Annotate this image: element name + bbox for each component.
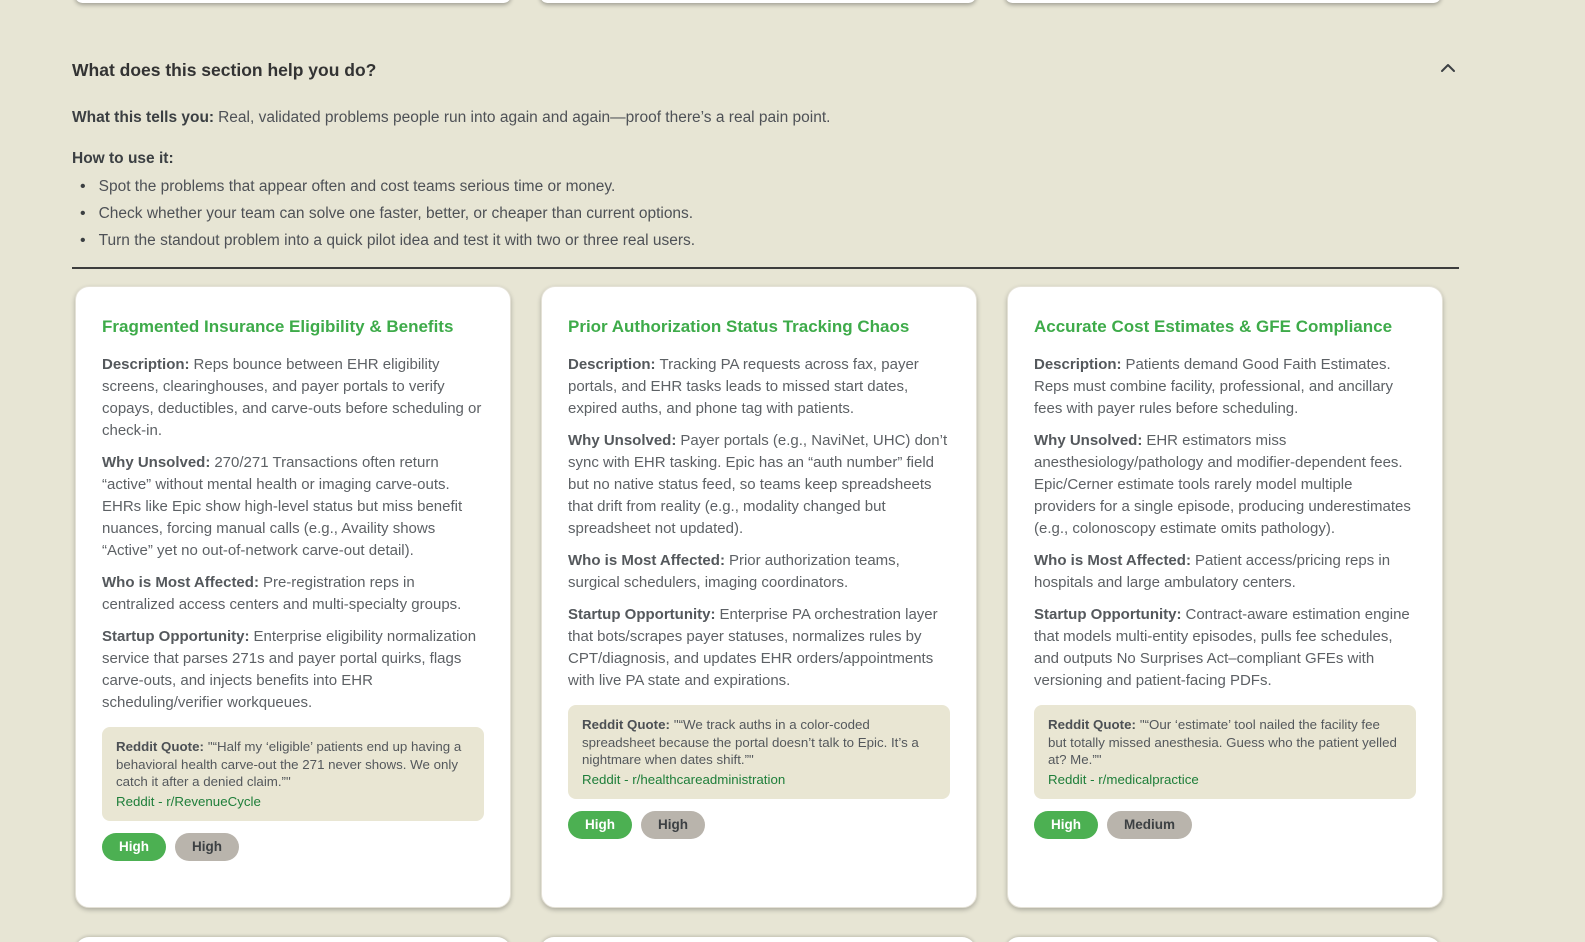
- card-title: Accurate Cost Estimates & GFE Compliance: [1034, 317, 1393, 336]
- reddit-quote-text: "“Our ‘estimate’ tool nailed the facility fee but totally missed anesthesia. Guess who the patient yelled at? Me.”": [1048, 717, 1397, 767]
- section-text: Enterprise eligibility normalization service that parses 271s and payer portal quirks, flags carve-outs, and injects benefits into EHR scheduling/verifier workqueues.: [102, 628, 477, 711]
- reddit-link[interactable]: Reddit - r/RevenueCycle: [116, 793, 261, 809]
- reddit-quote-paragraph: [116, 738, 470, 791]
- how-to-use-list: [72, 176, 1459, 252]
- section-text: Enterprise PA orchestration layer that bots/scrapes payer statuses, normalizes rules by CPT/diagnosis, and updates EHR orders/appointments with live PA state and expirations.: [568, 606, 938, 689]
- card-edge-below-1: [75, 937, 511, 942]
- bullet-text: • Turn the standout problem into a quick pilot idea and test it with two or three real users.: [98, 232, 696, 249]
- list-item: [72, 230, 1459, 252]
- bullet-text: • Check whether your team can solve one faster, better, or cheaper than current options.: [98, 205, 694, 222]
- tells-you-paragraph: [72, 107, 1459, 129]
- tells-you-label: What this tells you:: [72, 109, 215, 126]
- card-title: Fragmented Insurance Eligibility & Benefits: [102, 317, 454, 336]
- reddit-quote-box: [1034, 705, 1416, 799]
- bullet-text: • Spot the problems that appear often and cost teams serious time or money.: [98, 178, 616, 195]
- priority-badge-gray: High: [175, 833, 239, 861]
- section-label: Description:: [568, 356, 656, 373]
- reddit-link[interactable]: Reddit - r/healthcareadministration: [582, 771, 786, 787]
- reddit-quote-box: [102, 727, 484, 821]
- section-text: Payer portals (e.g., NaviNet, UHC) don’t sync with EHR tasking. Epic has an “auth number” field but no native status feed, so teams keep spreadsheets that drift from reality (e.g., modality changed but spreadsheet not updated).: [568, 432, 948, 537]
- section-text: EHR estimators miss anesthesiology/pathology and modifier-dependent fees. Epic/Cerner estimate tools rarely model multiple providers for a single episode, producing underestimates (e.g., colonoscopy estimate omits pathology).: [1034, 432, 1411, 537]
- most-affected-section: [1034, 550, 1416, 594]
- startup-opportunity-section: [102, 626, 484, 714]
- list-item: [72, 176, 1459, 198]
- section-label: Startup Opportunity:: [1034, 606, 1182, 623]
- pain-point-cards-row: [75, 286, 1443, 908]
- priority-badge-green: High: [1034, 811, 1098, 839]
- description-section: [1034, 354, 1416, 420]
- how-to-use-label: How to use it:: [72, 150, 174, 167]
- card-title: Prior Authorization Status Tracking Chaos: [568, 317, 910, 336]
- priority-badge-green: High: [568, 811, 632, 839]
- priority-badge-gray: Medium: [1107, 811, 1192, 839]
- section-label: Startup Opportunity:: [568, 606, 716, 623]
- section-text: 270/271 Transactions often return “active” without mental health or imaging carve-outs. EHRs like Epic show high-level status but miss benefit nuances, forcing manual calls (e.g., Availity shows “Active” yet no out-of-network carve-out detail).: [102, 454, 463, 559]
- section-title: What does this section help you do?: [72, 60, 377, 80]
- badge-row: [568, 811, 950, 839]
- how-to-use-label-paragraph: [72, 148, 1459, 170]
- section-text: Tracking PA requests across fax, payer portals, and EHR tasks leads to missed start dates, expired auths, and phone tag with patients.: [568, 356, 919, 417]
- reddit-quote-paragraph: [582, 716, 936, 769]
- section-text: Patient access/pricing reps in hospitals and large ambulatory centers.: [1034, 552, 1391, 591]
- reddit-quote-label: Reddit Quote:: [116, 739, 204, 754]
- reddit-quote-label: Reddit Quote:: [582, 717, 670, 732]
- section-label: Startup Opportunity:: [102, 628, 250, 645]
- section-label: Who is Most Affected:: [102, 574, 259, 591]
- reddit-quote-label: Reddit Quote:: [1048, 717, 1136, 732]
- pain-point-card-3: [1007, 286, 1443, 908]
- section-label: Why Unsolved:: [1034, 432, 1143, 449]
- why-unsolved-section: [568, 430, 950, 540]
- why-unsolved-section: [102, 452, 484, 562]
- reddit-quote-text: "“We track auths in a color-coded spreadsheet because the portal doesn’t talk to Epic. It’s a nightmare when dates shift.”": [582, 717, 919, 767]
- most-affected-section: [568, 550, 950, 594]
- list-item: [72, 203, 1459, 225]
- priority-badge-gray: High: [641, 811, 705, 839]
- reddit-quote-box: [568, 705, 950, 799]
- section-text: Pre-registration reps in centralized access centers and multi-specialty groups.: [102, 574, 462, 613]
- section-label: Why Unsolved:: [568, 432, 677, 449]
- section-label: Why Unsolved:: [102, 454, 211, 471]
- pain-point-card-2: [541, 286, 977, 908]
- section-label: Description:: [1034, 356, 1122, 373]
- section-text: Patients demand Good Faith Estimates. Reps must combine facility, professional, and ancillary fees with payer rules before scheduling.: [1034, 356, 1394, 417]
- section-label: Description:: [102, 356, 190, 373]
- section-label: Who is Most Affected:: [1034, 552, 1191, 569]
- startup-opportunity-section: [568, 604, 950, 692]
- reddit-quote-text: "“Half my ‘eligible’ patients end up having a behavioral health carve-out the 271 never shows. We only catch it after a denied claim.”": [116, 739, 462, 789]
- reddit-link[interactable]: Reddit - r/medicalpractice: [1048, 771, 1199, 787]
- section-text: Prior authorization teams, surgical schedulers, imaging coordinators.: [568, 552, 900, 591]
- tells-you-text: Real, validated problems people run into again and again—proof there’s a real pain point.: [218, 109, 831, 126]
- section-text: Contract-aware estimation engine that models multi-entity episodes, pulls fee schedules, and outputs No Surprises Act–compliant GFEs with versioning and patient-facing PDFs.: [1034, 606, 1410, 689]
- section-divider: [72, 267, 1459, 269]
- description-section: [568, 354, 950, 420]
- badge-row: [102, 833, 484, 861]
- reddit-quote-paragraph: [1048, 716, 1402, 769]
- badge-row: [1034, 811, 1416, 839]
- collapse-section-button[interactable]: [1437, 58, 1459, 78]
- section-label: Who is Most Affected:: [568, 552, 725, 569]
- startup-opportunity-section: [1034, 604, 1416, 692]
- priority-badge-green: High: [102, 833, 166, 861]
- chevron-up-icon: [1440, 61, 1456, 76]
- pain-point-card-1: [75, 286, 511, 908]
- why-unsolved-section: [1034, 430, 1416, 540]
- most-affected-section: [102, 572, 484, 616]
- description-section: [102, 354, 484, 442]
- card-edge-below-3: [1005, 937, 1441, 942]
- help-section: [72, 0, 1459, 269]
- card-edge-below-2: [540, 937, 976, 942]
- section-text: Reps bounce between EHR eligibility screens, clearinghouses, and payer portals to verify copays, deductibles, and carve-outs before scheduling or check-in.: [102, 356, 482, 439]
